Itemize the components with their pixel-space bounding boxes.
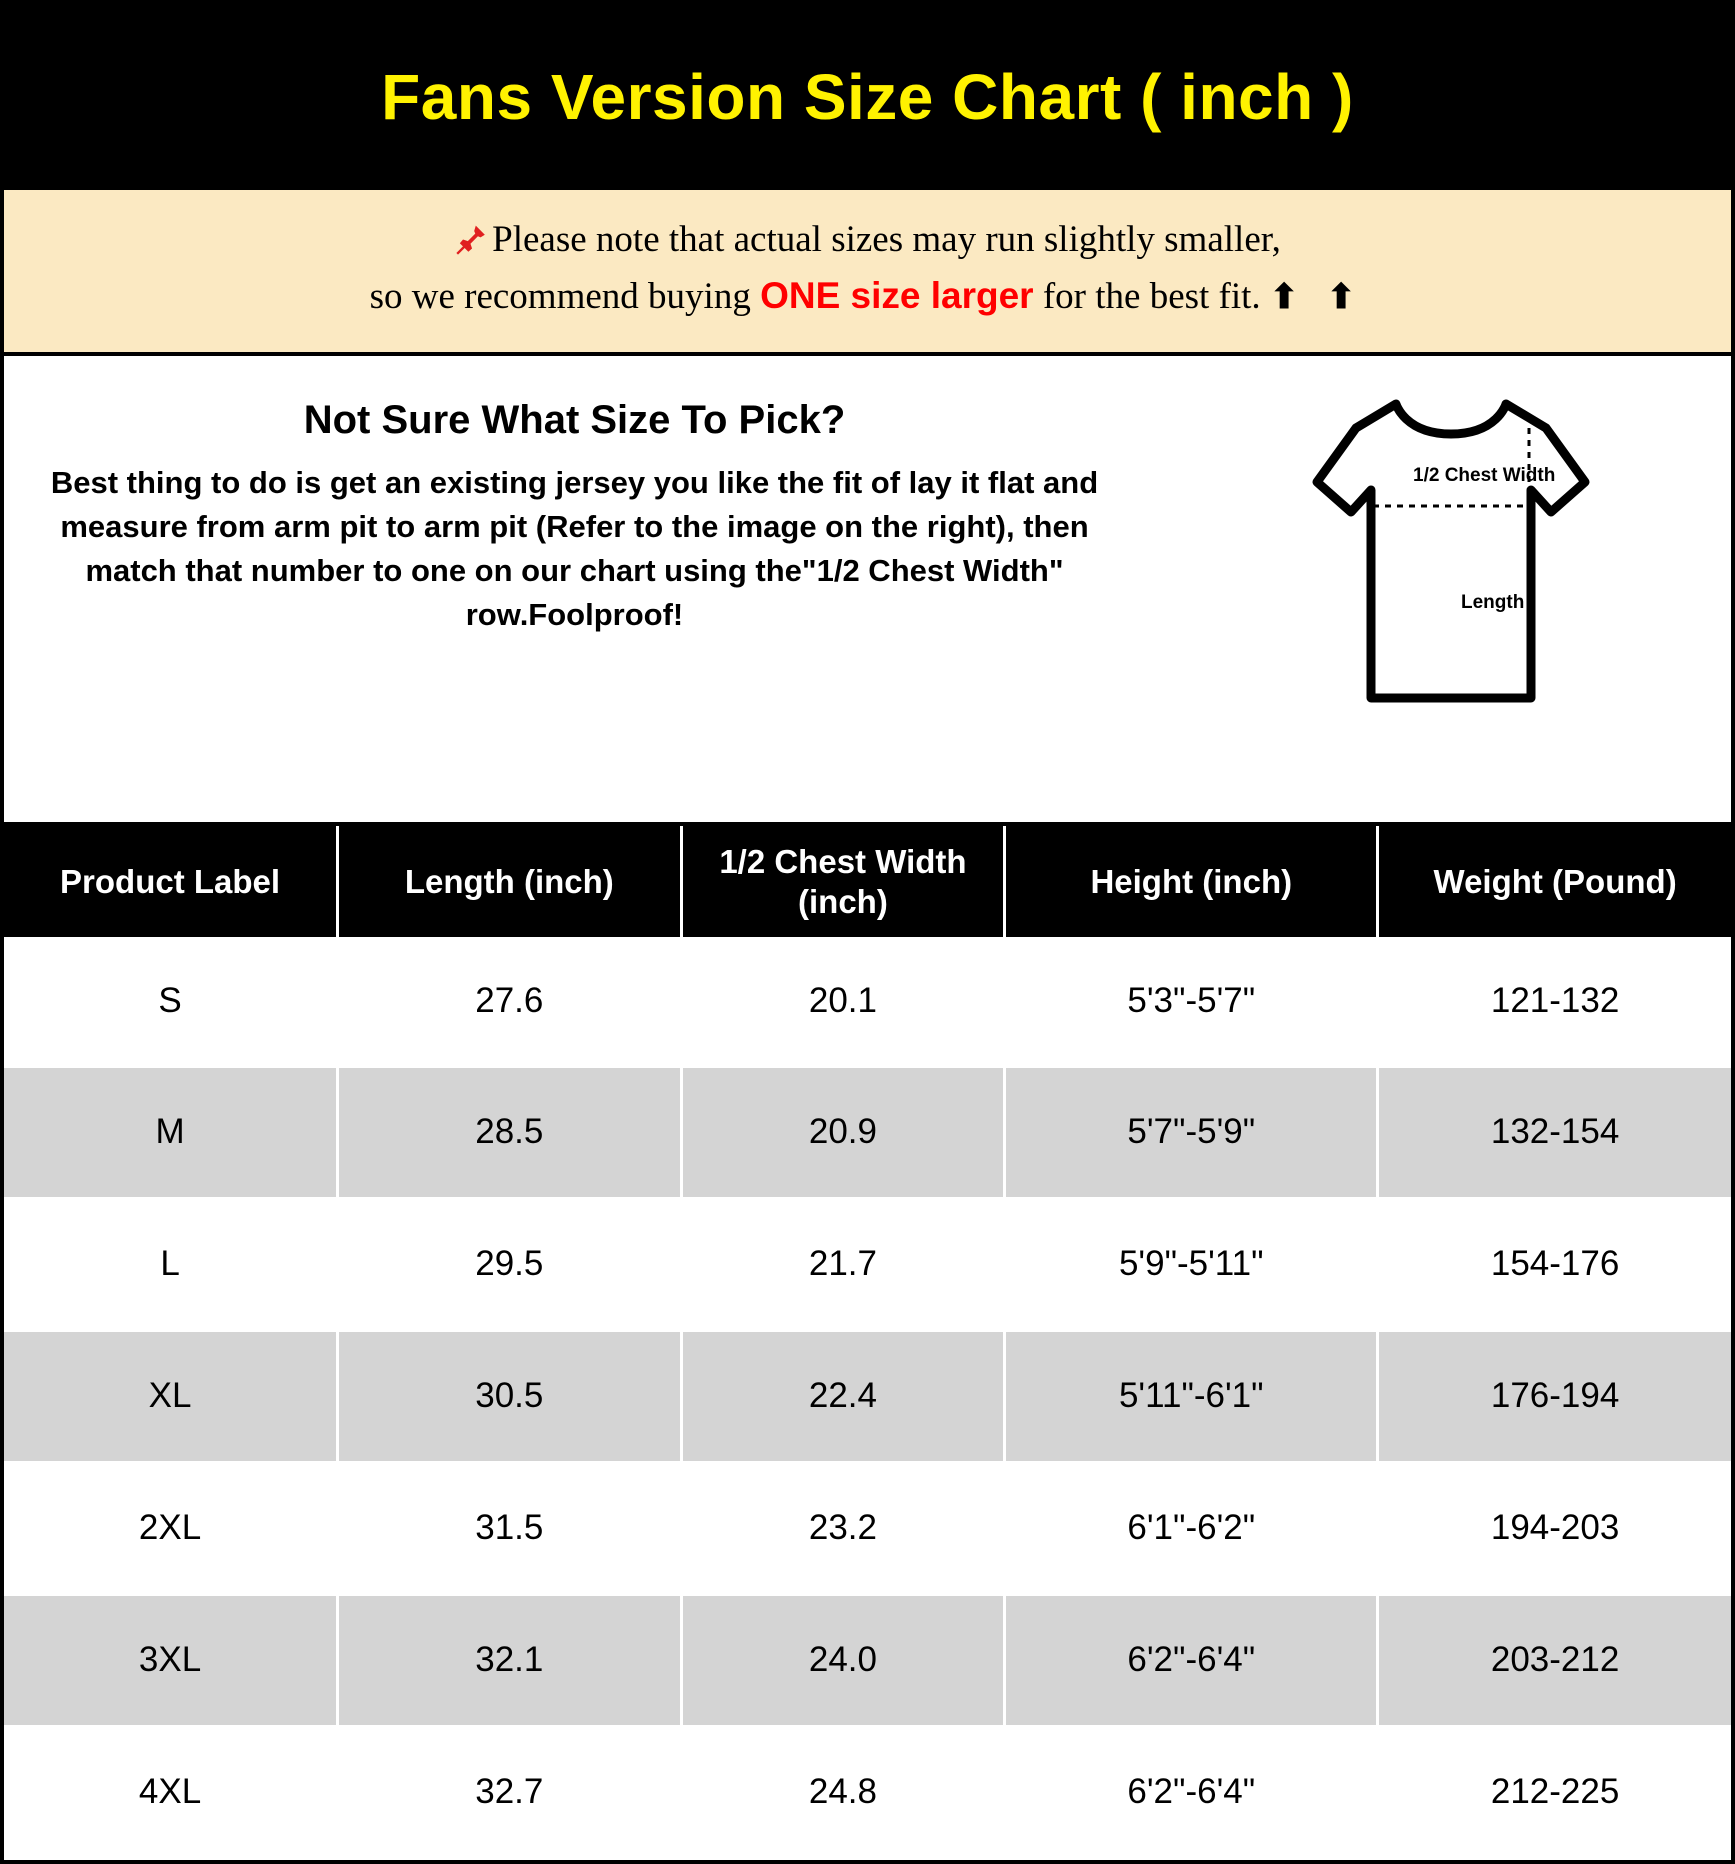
page-title: Fans Version Size Chart ( inch ) [381,60,1354,133]
cell-length: 30.5 [338,1330,681,1462]
cell-length: 32.1 [338,1594,681,1726]
cell-size: 4XL [4,1726,338,1858]
note-line-1 [24,212,1711,268]
table-row [4,1198,1731,1330]
table-header-product-label: Product Label [4,826,338,937]
cell-chest-width: 20.9 [681,1066,1005,1198]
cell-size: M [4,1066,338,1198]
cell-chest-width: 20.1 [681,937,1005,1066]
table-header-chest-width: 1/2 Chest Width (inch) [681,826,1005,937]
size-table [4,826,1731,1860]
cell-height: 5'9"-5'11" [1005,1198,1378,1330]
cell-weight: 121-132 [1490,980,1620,1020]
tshirt-icon [1301,386,1601,716]
cell-length: 29.5 [338,1198,681,1330]
cell-chest-width: 21.7 [681,1198,1005,1330]
pushpin-icon [454,223,488,257]
table-header-height: Height (inch) [1005,826,1378,937]
table-row [4,1594,1731,1726]
cell-length: 28.5 [338,1066,681,1198]
note-emphasis: ONE size larger [760,274,1034,316]
sizing-help-section [4,356,1731,826]
cell-size: XL [4,1330,338,1462]
note-text-1: Please note that actual sizes may run slightly smaller, [492,219,1281,260]
cell-length: 31.5 [338,1462,681,1594]
cell-height: 6'2"-6'4" [1005,1726,1378,1858]
cell-chest-width: 24.0 [681,1594,1005,1726]
cell-size: L [4,1198,338,1330]
table-header-row [4,826,1731,937]
chart-header [4,4,1731,190]
cell-size: 2XL [4,1462,338,1594]
table-row [4,937,1731,1066]
cell-chest-width: 22.4 [681,1330,1005,1462]
table-row [4,1726,1731,1858]
note-line-2 [24,268,1711,325]
cell-weight: 203-212 [1490,1640,1620,1680]
cell-weight: 194-203 [1490,1508,1620,1548]
cell-height: 5'3"-5'7" [1005,937,1378,1066]
sizing-help-heading: Not Sure What Size To Pick? [303,398,846,442]
cell-size: 3XL [4,1594,338,1726]
cell-chest-width: 23.2 [681,1462,1005,1594]
table-row [4,1462,1731,1594]
cell-height: 5'11"-6'1" [1005,1330,1378,1462]
sizing-help-body: Best thing to do is get an existing jersey you like the fit of lay it flat and measure from arm pit to arm pit (Refer to the image on the right), then match that number to one on our chart using the"1/2 Chest Width" row.Foolproof! [50,465,1099,633]
cell-weight: 154-176 [1490,1244,1620,1284]
cell-weight: 176-194 [1490,1376,1620,1416]
cell-weight: 212-225 [1490,1772,1620,1812]
table-row [4,1066,1731,1198]
cell-length: 27.6 [338,937,681,1066]
cell-height: 6'1"-6'2" [1005,1462,1378,1594]
length-label: Length [1461,592,1525,613]
arrow-up-icon: ⬆ ⬆ [1269,278,1366,316]
cell-height: 6'2"-6'4" [1005,1594,1378,1726]
cell-weight: 132-154 [1490,1112,1620,1152]
cell-size: S [4,937,338,1066]
note-text-2a: so we recommend buying [369,275,761,317]
size-note-band [4,190,1731,356]
sizing-help-text [4,356,1171,822]
chest-width-label: 1/2 Chest Width [1413,465,1556,486]
table-header-length: Length (inch) [338,826,681,937]
table-row [4,1330,1731,1462]
table-header-weight: Weight (Pound) [1378,826,1731,937]
cell-height: 5'7"-5'9" [1005,1066,1378,1198]
note-text-2b: for the best fit. [1033,275,1270,317]
cell-chest-width: 24.8 [681,1726,1005,1858]
tshirt-diagram [1171,356,1731,822]
cell-length: 32.7 [338,1726,681,1858]
